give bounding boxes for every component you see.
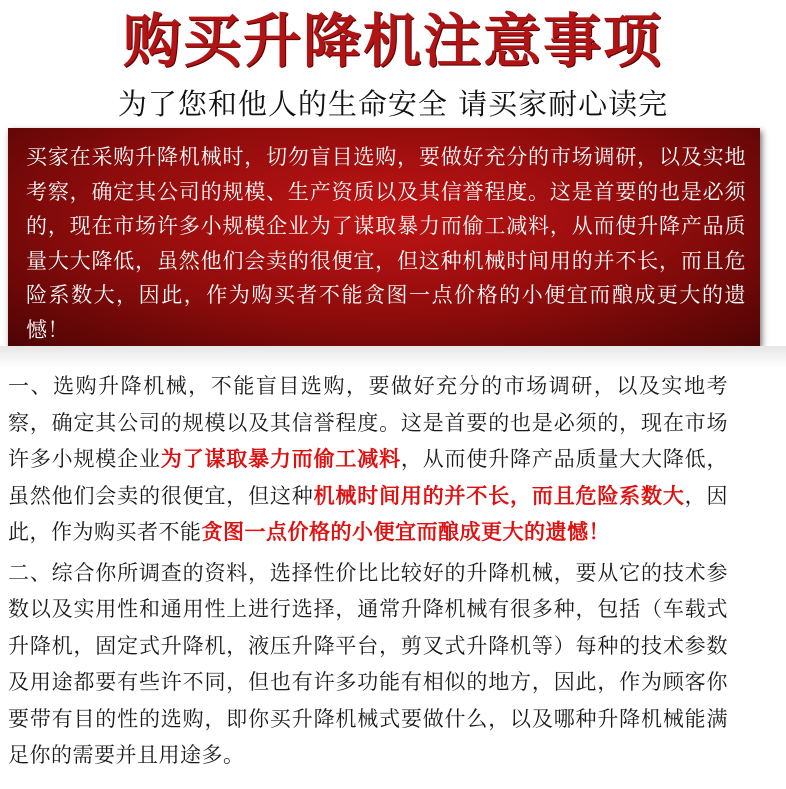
section-1-text-b: ，从而使升降产品质量大大降低，虽然他们会卖的很便宜，但这种 [8,447,728,508]
section-1 [8,368,728,551]
section-2: 二、综合你所调查的资料，选择性价比比较好的升降机械，要从它的技术参数以及实用性和通用性上进行选择，通常升降机械有很多种，包括（车载式升降机，固定式升降机，液压升降平台，剪叉式升降机等）每种的技术参数及用途都要有些许不同，但也有许多功能有相似的地方，因此，作为顾客你要带有目的性的选购，即你买升降机械式要做什么，以及哪种升降机械能满足你的需要并且用途多。 [8,560,728,767]
page-subtitle: 为了您和他人的生命安全 请买家耐心读完 [117,87,669,121]
body-content [8,368,728,778]
section-1-text-c: ，因此，作为购买者不能 [8,483,728,544]
intro-text: 买家在采购升降机械时，切勿盲目选购，要做好充分的市场调研，以及实地考察，确定其公司的规模、生产资质以及其信誉程度。这是首要的也是必须的，现在市场许多小规模企业为了谋取暴力而偷工减料，从而使升降产品质量大大降低，虽然他们会卖的很便宜，但这种机械时间用的并不长，而且危险系数大，因此，作为购买者不能贪图一点价格的小便宜而酿成更大的遗憾！ [26,145,746,342]
intro-banner [8,128,760,346]
section-1-highlight-b: 机械时间用的并不长，而且危险系数大 [313,483,685,508]
section-1-highlight-a: 为了谋取暴力而偷工减料 [160,447,401,471]
section-1-highlight-c: 贪图一点价格的小便宜而酿成更大的遗憾！ [201,520,610,544]
section-1-text-a: 一、选购升降机械，不能盲目选购，要做好充分的市场调研，以及实地考察，确定其公司的规模以及其信誉程度。这是首要的也是必须的，现在市场许多小规模企业 [8,374,728,471]
page-title: 购买升降机注意事项 [122,7,663,75]
